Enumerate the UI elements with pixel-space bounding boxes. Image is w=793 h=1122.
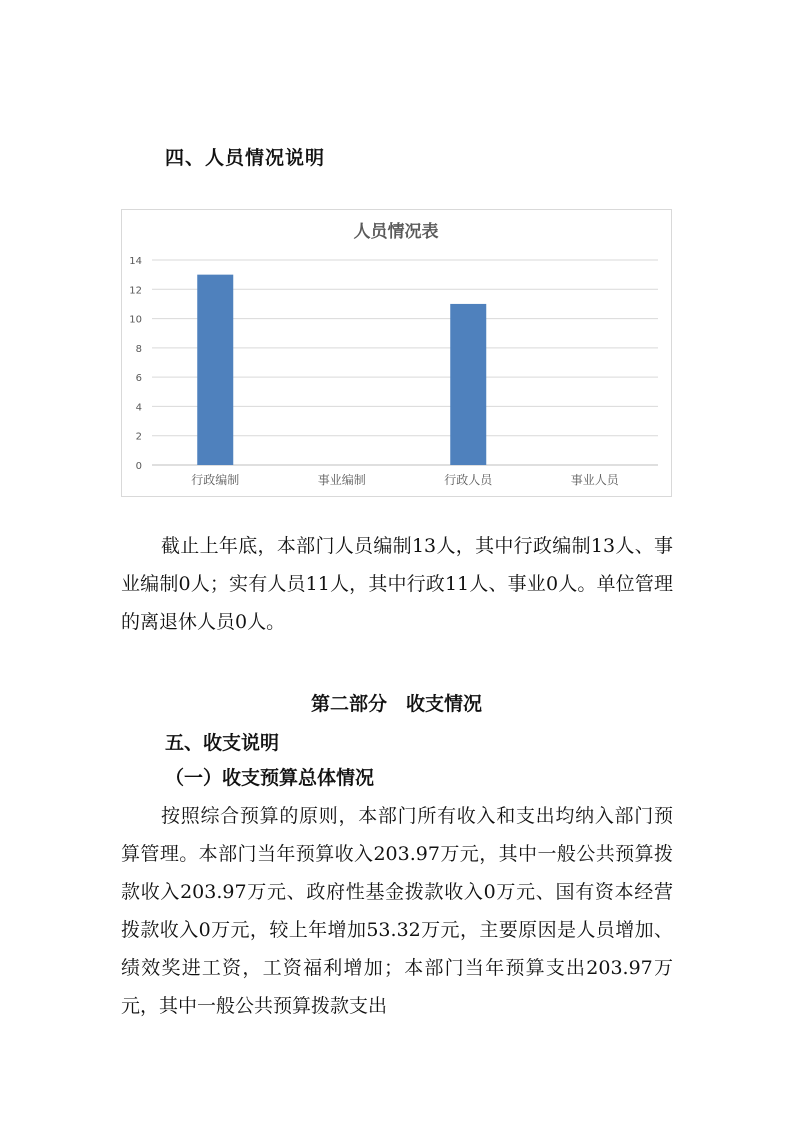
y-tick-label: 0 xyxy=(135,461,142,472)
part-heading: 第二部分 收支情况 xyxy=(310,693,482,715)
y-tick-label: 4 xyxy=(135,402,142,414)
y-tick-label: 8 xyxy=(135,343,142,355)
x-tick-label: 事业编制 xyxy=(317,473,366,487)
x-tick-label: 事业人员 xyxy=(570,473,619,487)
staffing-chart xyxy=(121,209,672,497)
bar xyxy=(197,275,233,465)
y-tick-label: 2 xyxy=(135,431,142,443)
section-heading-revenue: 五、收支说明 xyxy=(165,732,280,754)
x-tick-label: 行政编制 xyxy=(191,473,240,487)
staffing-paragraph: 截止上年底，本部门人员编制13人，其中行政编制13人、事业编制0人；实有人员11人，其中行政11人、事业0人。单位管理的离退休人员0人。 xyxy=(121,535,673,633)
x-tick-label: 行政人员 xyxy=(444,473,493,487)
y-tick-label: 10 xyxy=(129,314,142,326)
y-tick-label: 14 xyxy=(129,256,142,267)
y-tick-label: 6 xyxy=(135,373,142,385)
section-heading-staffing: 四、人员情况说明 xyxy=(165,147,326,169)
staffing-bar-chart xyxy=(122,210,671,496)
subsection-heading-budget-overview: （一）收支预算总体情况 xyxy=(165,767,375,789)
chart-title: 人员情况表 xyxy=(353,222,439,242)
y-tick-label: 12 xyxy=(129,285,142,297)
bar xyxy=(450,304,486,465)
budget-paragraph: 按照综合预算的原则，本部门所有收入和支出均纳入部门预算管理。本部门当年预算收入203.97万元，其中一般公共预算拨款收入203.97万元、政府性基金拨款收入0万元、国有资本经营拨款收入0万元，较上年增加53.32万元，主要原因是人员增加、绩效奖进工资，工资福利增加；本部门当年预算支出203.97万元，其中一般公共预算拨款支出 xyxy=(121,805,673,1017)
